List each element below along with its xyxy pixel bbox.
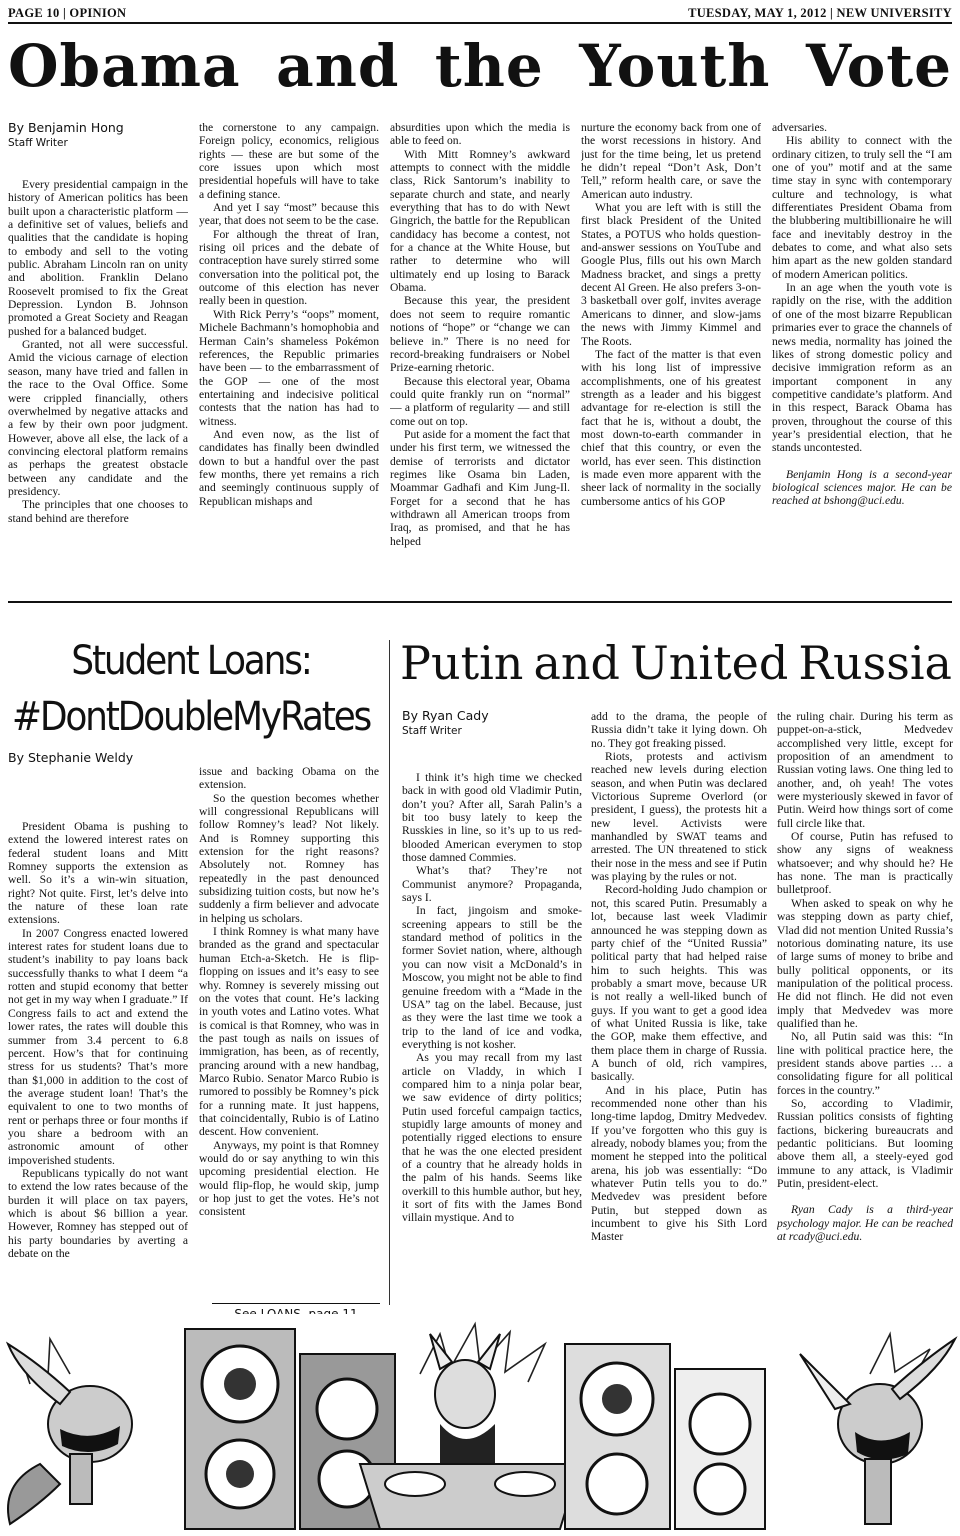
article2-column-2	[199, 765, 379, 1298]
article3-tagline: Ryan Cady is a third-year psychology major. He can be reached at rcady@uci.edu.	[777, 1203, 953, 1244]
paragraph: The fact of the matter is that even with his long list of impressive accomplishments, one of his greatest strength as a leader and his biggest advantage for re-election is still the fact that he is, without a doubt, the most down-to-earth commander in chief that this country, or even the world, has ever seen. This distinction is made even more apparent with the sheer lack of normality in the socially cumbersome antics of his GOP	[581, 347, 761, 508]
paragraph: Because this year, the president does not seem to require romantic notions of “hope” or “change we can believe in.” There is no need for record-breaking fundraisers or Nobel Prize-earning rhetoric.	[390, 294, 570, 375]
paragraph: In an age when the youth vote is rapidly on the rise, with the addition of one of the most bizarre Republican primaries ever to grace the channels of news media, normality has joined the likes of strong domestic policy and decisive immigration reform as an important component in any competitive candidate’s platform. And in this respect, Barack Obama has proven, throughout the course of this year’s presidential election, that he stands uncontested.	[772, 281, 952, 455]
paragraph: adversaries.	[772, 121, 828, 134]
paragraph: As you may recall from my last article on Vladdy, in which I compared him to a ninja polar bear, we saw evidence of dirty politics; Putin used forceful campaign tactics, stupidly large amounts of money and potentially rigged elections to ensure that he was the one elected president of a country that he already holds in the palm of his hands. Seems like overkill to this humble author, but hey, it sort of fits with the James Bond villain mystique. And to	[402, 1051, 582, 1225]
paragraph: For although the threat of Iran, rising oil prices and the debate of contraception have surely stirred some conversation into the political pot, the outcome of this election has never really been in question.	[199, 227, 379, 308]
article1-column-5	[772, 121, 952, 580]
paragraph: When asked to speak on why he was stepping down as party chief, Vlad did not mention United Russia’s notorious dominating nature, its use of large sums of money to bribe and bully political opponents, or its manipulation of the political process. He did not flinch. He did not even imply that Medvedev was more qualified than he.	[777, 896, 953, 1030]
paragraph: Anyways, my point is that Romney would do or say anything to win this upcoming presidential election. He would flip-flop, he would skip, jump or hop just to get the votes. He’s not consistent	[199, 1138, 379, 1219]
section-divider	[8, 601, 952, 603]
article1-column-1	[8, 120, 188, 580]
headline-word: Vote	[805, 32, 952, 100]
paragraph: And yet I say “most” because this year, that does not seem to be the case.	[199, 201, 379, 228]
paragraph: What you are left with is still the first black President of the United States, a POTUS who holds question-and-answer sessions on YouTube and Google Plus, fills out his own March Madness bracket, and sings a pretty decent Al Green. He also prefers 3-on-3 basketball over golf, invites average Americans to dinner, and slow-jams the news with Jimmy Kimmel and The Roots.	[581, 201, 761, 348]
paragraph: the ruling chair. During his term as puppet-on-a-stick, Medvedev accomplished very little, except for proposition of an amendment to Russian voting laws. One thing led to another, and, oh yeah! The votes were mysteriously skewed in favor of Putin. Weird how things sort of come full circle like that.	[777, 710, 953, 830]
headline-word: United	[630, 636, 789, 690]
paragraph: In 2007 Congress enacted lowered interest rates for student loans due to student’s inability to pay loans back successfully thanks to what I deem “a rotten and stupid economy that better not get in my way when I graduate.” If Congress fails to act and extend the lower rates, the rates will double this summer from 3.4 percent to 6.8 percent. How’s that for continuing stress for us students? That’s more than $1,000 in addition to the cost of the average student loan! That’s the equivalent to one to two months of rent or perhaps three or four months if you share a bedroom with an astronomic amount of other impoverished students.	[8, 926, 188, 1167]
article1-column-3	[390, 121, 570, 580]
page-header	[8, 6, 952, 22]
paragraph: And even now, as the list of candidates has finally been dwindled down to but a handful over the past few months, there yet remains a rich and seemingly continuous supply of Republican mishaps and	[199, 427, 379, 508]
headline-word: Obama	[8, 32, 241, 100]
paragraph: the cornerstone to any campaign. Foreign policy, economics, religious rights — these are but some of the core issues upon which most presidential hopefuls will have to take a defining stance.	[199, 121, 379, 201]
headline-word: the	[434, 32, 544, 100]
speaker-stack-right	[565, 1344, 765, 1529]
paragraph: nurture the economy back from one of the worst recessions in history. And just for the time being, let us pretend he didn’t repeal “Don’t Ask, Don’t Tell,” reform health care, or save the American auto industry.	[581, 121, 761, 201]
page-date-label: TUESDAY, MAY 1, 2012 | NEW UNIVERSITY	[688, 6, 952, 20]
article3-column-3	[777, 710, 953, 1308]
paragraph: President Obama is pushing to extend the lowered interest rates on federal student loans and Mitt Romney supports the extension as well. So it’s a win-win situation, right? Not quite. First, let’s delve into the nature of these loan rate extensions.	[8, 820, 188, 927]
headline-word: Russia	[798, 636, 952, 690]
paragraph: Riots, protests and activism reached new levels during election season, and when Putin was declared Victorious Supreme Overlord (or president, I guess), the protests hit a new level. Activists were manhandled by SWAT teams and arrested. The UN threatened to stick their nose in the mess and see if Putin was playing by the rules or not.	[591, 750, 767, 884]
paragraph: Because this electoral year, Obama could quite frankly run on “normal” — a platform of regularity — and still come out on top.	[390, 374, 570, 428]
article1-author: By Benjamin Hong	[8, 120, 124, 135]
page-section-label: PAGE 10 | OPINION	[8, 6, 127, 20]
paragraph: The principles that one chooses to stand behind are therefore	[8, 498, 188, 525]
paragraph: add to the drama, the people of Russia didn’t take it lying down. Oh no. They got freaking pissed.	[591, 710, 767, 750]
article1-tagline: Benjamin Hong is a second-year biological sciences major. He can be reached at bshong@uci.edu.	[772, 467, 952, 508]
article3-role: Staff Writer	[402, 725, 462, 737]
paragraph: Every presidential campaign in the history of American politics has been built upon a characteristic platform — a definitive set of values, beliefs and qualities that the candidate is hoping to embody and sell to the voting public. Abraham Lincoln ran on unity and abolition. Franklin Delano Roosevelt promised to fix the Great Depression. Lyndon B. Johnson promoted a Great Society and Reagan pushed for a balanced budget.	[8, 178, 188, 338]
article2-author: By Stephanie Weldy	[8, 750, 134, 765]
paragraph: Record-holding Judo champion or not, this scared Putin. Presumably a lot, because last week Vladimir announced he was stepping down as party chief of the “United Russia” political party that had helped raise him to such heights. This was probably a smart move, because UR is not really a well-liked bunch of guys. If you want to get a good idea of what United Russia is like, take the GOP, make them effective, and them place them in charge of Russia. A bunch of old, rich vampires, basically.	[591, 883, 767, 1084]
paragraph: Of course, Putin has refused to show any signs of weakness whatsoever; and why should he? He has none. The man is practically bulletproof.	[777, 830, 953, 897]
article2-headline-line1: Student Loans:	[71, 638, 311, 684]
paragraph: His ability to connect with the ordinary citizen, to truly sell the “I am one of you” motif and at the same time stay in sync with contemporary culture and technology, is what differentiates President Obama from the blubbering multibillionaire he will face and inevitably destroy in the debates to come, and what also sets him apart as the new golden standard of modern American politics.	[772, 134, 952, 281]
paragraph: With Mitt Romney’s awkward attempts to connect with the middle class, Rick Santorum’s inability to separate church and state, and nearly everything that has to do with Newt Gingrich, the battle for the Republican candidacy has become a contest, not for a chance at the White House, but rather to determine who will ultimately end up losing to Barack Obama.	[390, 147, 570, 295]
paragraph: Republicans typically do not want to extend the low rates because of the burden it will place on tax payers, which is about $6 billion a year. However, Romney has stepped out of his party boundaries by averting a debate on the	[8, 1166, 188, 1260]
paragraph: In fact, jingoism and smoke-screening appears to still be the standard method of politics in the former Soviet nation, where, although you can now visit a McDonald’s in Moscow, you might not be able to find genuine freedom with a “Made in the USA” tag on the label. Because, just as they were the last time we took a trip to the land of ice and vodka, everything is not kosher.	[402, 904, 582, 1051]
article1-column-2	[199, 121, 379, 580]
paragraph: No, all Putin said was this: “In line with political practice here, the president stands above parties … a consolidating figure for all political forces in the country.”	[777, 1030, 953, 1097]
paragraph: I think Romney is what many have branded as the grand and spectacular human Etch-a-Sketch. He is flip-flopping on issues and it’s easy to see why. Romney is severely missing out on the votes that count. He’s lacking in youth votes and Latino votes. What is comical is that Romney, who was in the past tough as nails on issues of immigration, has been, as of recently, prancing around with a new handbag, Marco Rubio. Senator Marco Rubio is rumored to possibly be Romney’s pick for a running mate. It just happens, that coincidentally, Rubio is of Latino descent. How convenient.	[199, 925, 379, 1139]
article3-author: By Ryan Cady	[402, 708, 489, 723]
paragraph: issue and backing Obama on the extension.	[199, 765, 379, 792]
paragraph: absurdities upon which the media is able to feed on.	[390, 121, 570, 148]
article1-headline	[8, 24, 952, 108]
headline-word: and	[276, 32, 400, 100]
headline-word: and	[533, 636, 620, 690]
paragraph: Granted, not all were successful. Amid the vicious carnage of election season, many have tried and fallen in the race to the Oval Office. Some were crippled financially, others overwhelmed by negative attacks and a few by their own poor judgment. However, above all else, the lack of a convincing electoral platform remains as perhaps the greatest obstacle between any candidate and the presidency.	[8, 338, 188, 498]
paragraph: With Rick Perry’s “oops” moment, Michele Bachmann’s homophobia and Herman Cain’s shameless Pokémon references, the Republic primaries have been — to the embarrassment of the GOP — one of the most entertaining and indecisive political contests that the nation has had to witness.	[199, 307, 379, 428]
article3-column-1	[402, 708, 582, 1308]
headline-word: Putin	[400, 636, 524, 690]
article1-role: Staff Writer	[8, 137, 68, 149]
article3-headline	[400, 632, 952, 694]
paragraph: And in his place, Putin has recommended none other than his long-time lapdog, Dmitry Medvedev. If you’ve forgotten who this guy is already, nobody blames you; from the moment he stepped into the political arena, his job was essentially: “Do whatever Putin tells you to do.” Medvedev was president before Putin, but stepped down as incumbent to give his Sith Lord Master	[591, 1083, 767, 1244]
article2-headline-line2: #DontDoubleMyRates	[11, 694, 371, 740]
article2-column-1	[8, 750, 188, 1298]
paragraph: So the question becomes whether will congressional Republicans will follow Romney’s lead? Not likely. And is Romney supporting this extension for the right reasons? Absolutely not. Romney has repeatedly in the past denounced subsidizing tuition costs, but now he’s suddenly a firm believer and advocate in helping us scholars.	[199, 791, 379, 925]
article1-column-4	[581, 121, 761, 580]
paragraph: Put aside for a moment the fact that under his first term, we witnessed the demise of terrorists and dictator regimes like Osama bin Laden, Moammar Gadhafi and Kim Jung-Il. Forget for a second that he has withdrawn all American troops from Iraq, as promised, and that he has helped	[390, 427, 570, 548]
article3-column-2	[591, 710, 767, 1308]
speaker-stack-left	[185, 1329, 395, 1529]
column-divider	[389, 640, 390, 1305]
editorial-cartoon	[0, 1314, 960, 1536]
headline-word: Youth	[579, 32, 771, 100]
paragraph: So, according to Vladimir, Russian politics consists of fighting factions, bickering bureaucrats and pedantic politicians. But looming above them all, a steely-eyed god immune to any attack, is Vladimir Putin, president-elect.	[777, 1096, 953, 1191]
paragraph: What’s that? They’re not Communist anymore? Propaganda, says I.	[402, 864, 582, 905]
paragraph: I think it’s high time we checked back in with good old Vladimir Putin, don’t you? After all, Sarah Palin’s a bit too busy lately to keep the Russkies in line, so it’s up to us red-blooded American everymen to stop those damned Commies.	[402, 771, 582, 865]
